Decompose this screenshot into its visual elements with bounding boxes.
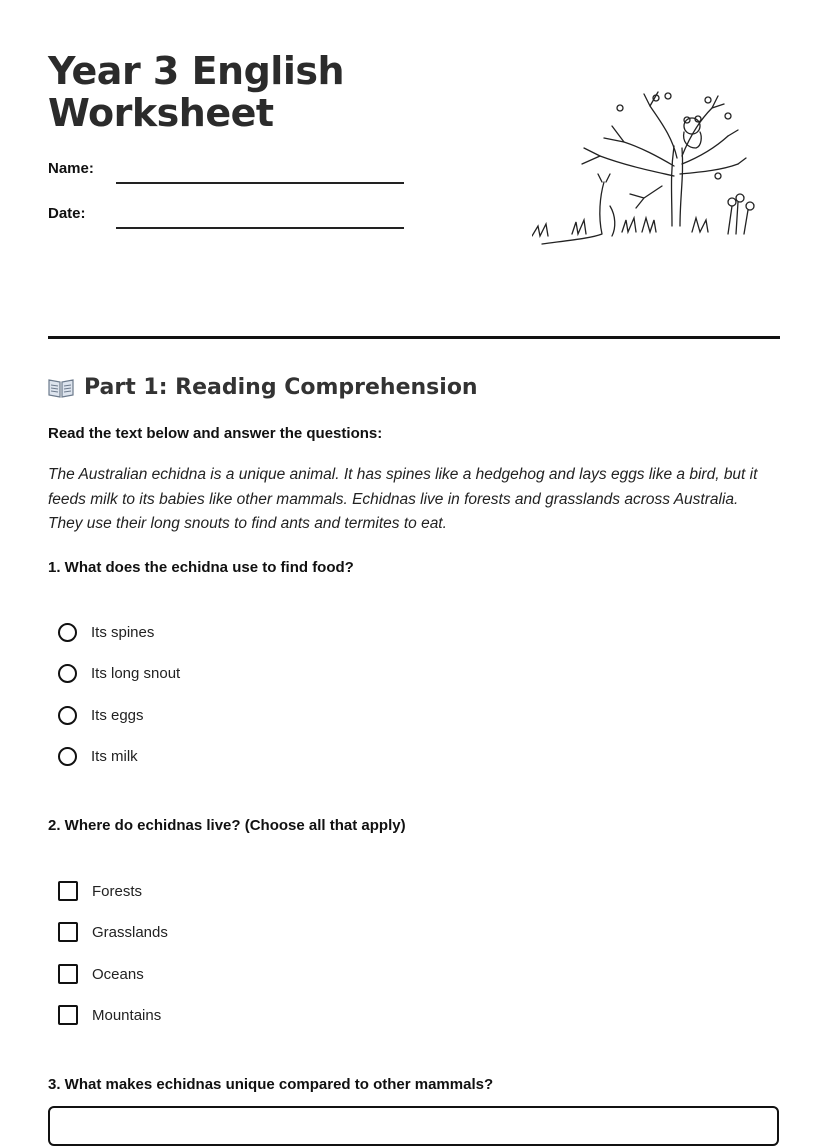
q2-option-label: Forests bbox=[92, 882, 143, 900]
question-1: 1. What does the echidna use to find food? bbox=[48, 559, 354, 576]
radio-button[interactable] bbox=[58, 623, 77, 642]
radio-button[interactable] bbox=[58, 664, 77, 683]
q1-option[interactable] bbox=[58, 743, 138, 769]
part1-heading-text: Part 1: Reading Comprehension bbox=[84, 375, 478, 400]
radio-button[interactable] bbox=[58, 706, 77, 725]
q2-option-label: Mountains bbox=[92, 1006, 162, 1024]
instruction-text: Read the text below and answer the questions: bbox=[48, 425, 383, 442]
reading-passage: The Australian echidna is a unique animal. It has spines like a hedgehog and lays eggs like a bird, but it feeds milk to its babies like other mammals. Echidnas live in forests and grasslands across Australia. They use their long snouts to find ants and termites to eat. bbox=[48, 466, 758, 532]
q2-option[interactable] bbox=[58, 961, 144, 987]
open-book-icon bbox=[48, 377, 74, 399]
checkbox[interactable] bbox=[58, 881, 78, 901]
q3-answer-box[interactable] bbox=[48, 1106, 779, 1146]
question-3: 3. What makes echidnas unique compared to other mammals? bbox=[48, 1076, 494, 1093]
name-label: Name: bbox=[48, 160, 94, 177]
q1-option[interactable] bbox=[58, 660, 180, 686]
name-line[interactable] bbox=[116, 182, 404, 184]
q2-option[interactable] bbox=[58, 878, 142, 904]
date-line[interactable] bbox=[116, 227, 404, 229]
checkbox[interactable] bbox=[58, 1005, 78, 1025]
checkbox[interactable] bbox=[58, 922, 78, 942]
q2-option-label: Grasslands bbox=[92, 923, 168, 941]
q1-option-label: Its long snout bbox=[91, 664, 181, 682]
australian-bush-illustration-icon bbox=[532, 86, 760, 250]
q1-option-label: Its milk bbox=[91, 747, 138, 765]
radio-button[interactable] bbox=[58, 747, 77, 766]
q1-option[interactable] bbox=[58, 702, 144, 728]
q1-option-label: Its spines bbox=[91, 623, 155, 641]
q1-option[interactable] bbox=[58, 619, 154, 645]
q2-option[interactable] bbox=[58, 1002, 161, 1028]
date-label: Date: bbox=[48, 205, 86, 222]
part1-heading bbox=[48, 375, 478, 400]
worksheet-title: Year 3 English Worksheet bbox=[48, 49, 345, 135]
checkbox[interactable] bbox=[58, 964, 78, 984]
q1-option-label: Its eggs bbox=[91, 706, 144, 724]
q2-option-label: Oceans bbox=[92, 965, 144, 983]
question-2: 2. Where do echidnas live? (Choose all that apply) bbox=[48, 817, 406, 834]
section-divider bbox=[48, 336, 780, 339]
q2-option[interactable] bbox=[58, 919, 168, 945]
